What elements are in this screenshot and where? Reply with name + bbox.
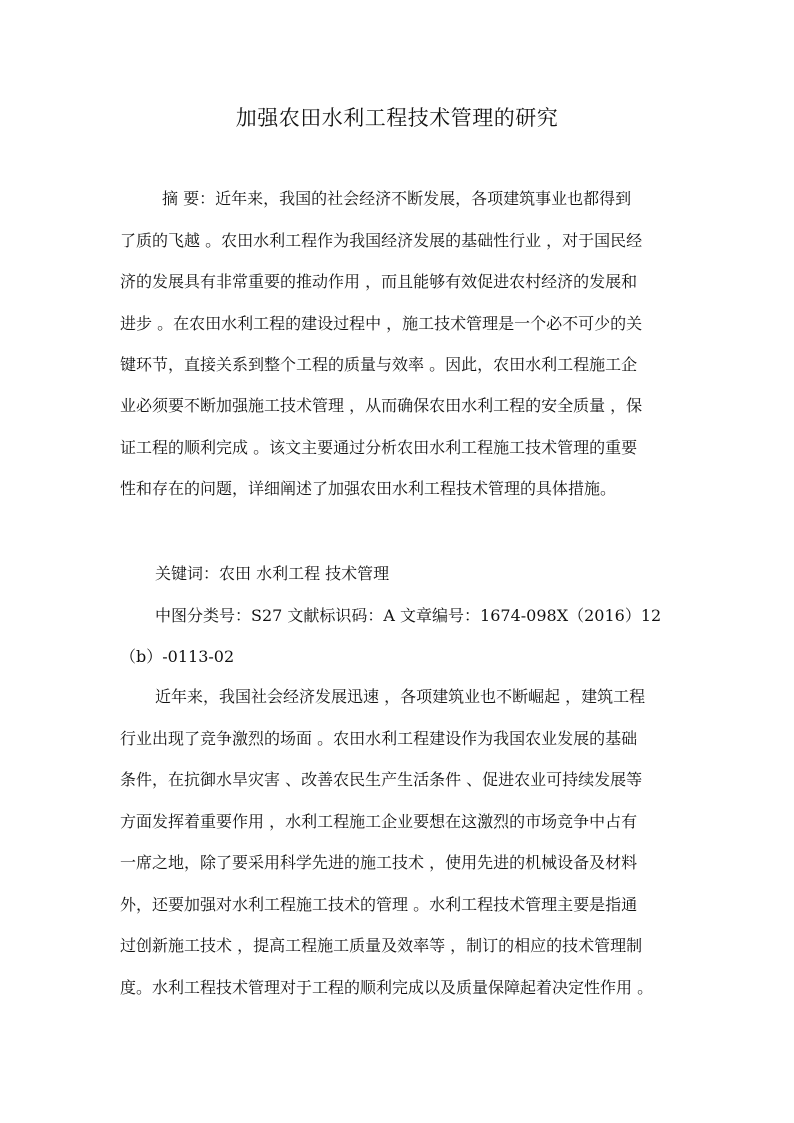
body-line: 外，还要加强对水利工程施工技术的管理 。水利工程技术管理主要是指通 [120,895,638,914]
body-line: 一席之地，除了要采用科学先进的施工技术 ，使用先进的机械设备及材料 [120,853,638,872]
body-line: 度。水利工程技术管理对于工程的顺利完成以及质量保障起着决定性作用 。 [120,978,654,997]
abstract-line: 键环节，直接关系到整个工程的质量与效率 。因此，农田水利工程施工企 [120,355,638,374]
body-line: 近年来，我国社会经济发展迅速 ，各项建筑业也不断崛起 ，建筑工程 [155,687,646,706]
body-line: 行业出现了竞争激烈的场面 。农田水利工程建设作为我国农业发展的基础 [120,729,638,748]
abstract-line: 证工程的顺利完成 。该文主要通过分析农田水利工程施工技术管理的重要 [120,438,638,457]
classification-line: （b）-0113-02 [120,647,235,666]
body-line: 过创新施工技术 ，提高工程施工质量及效率等 ，制订的相应的技术管理制 [120,936,643,955]
keywords-line: 关键词：农田 水利工程 技术管理 [155,564,390,583]
abstract-line: 济的发展具有非常重要的推动作用 ，而且能够有效促进农村经济的发展和 [120,272,638,291]
abstract-line: 了质的飞越 。农田水利工程作为我国经济发展的基础性行业 ，对于国民经 [120,231,643,250]
body-line: 条件，在抗御水旱灾害 、改善农民生产生活条件 、促进农业可持续发展等 [120,770,643,789]
abstract-line: 摘 要：近年来，我国的社会经济不断发展，各项建筑事业也都得到 [162,189,632,208]
body-line: 方面发挥着重要作用 ，水利工程施工企业要想在这激烈的市场竞争中占有 [120,812,638,831]
classification-line: 中图分类号：S27 文献标识码：A 文章编号：1674-098X（2016）12 [155,606,662,625]
abstract-line: 业必须要不断加强施工技术管理 ，从而确保农田水利工程的安全质量 ，保 [120,396,643,415]
abstract-line: 进步 。在农田水利工程的建设过程中 ，施工技术管理是一个必不可少的关 [120,314,643,333]
document-title: 加强农田水利工程技术管理的研究 [235,106,559,130]
abstract-line: 性和存在的问题，详细阐述了加强农田水利工程技术管理的具体措施。 [120,479,617,498]
